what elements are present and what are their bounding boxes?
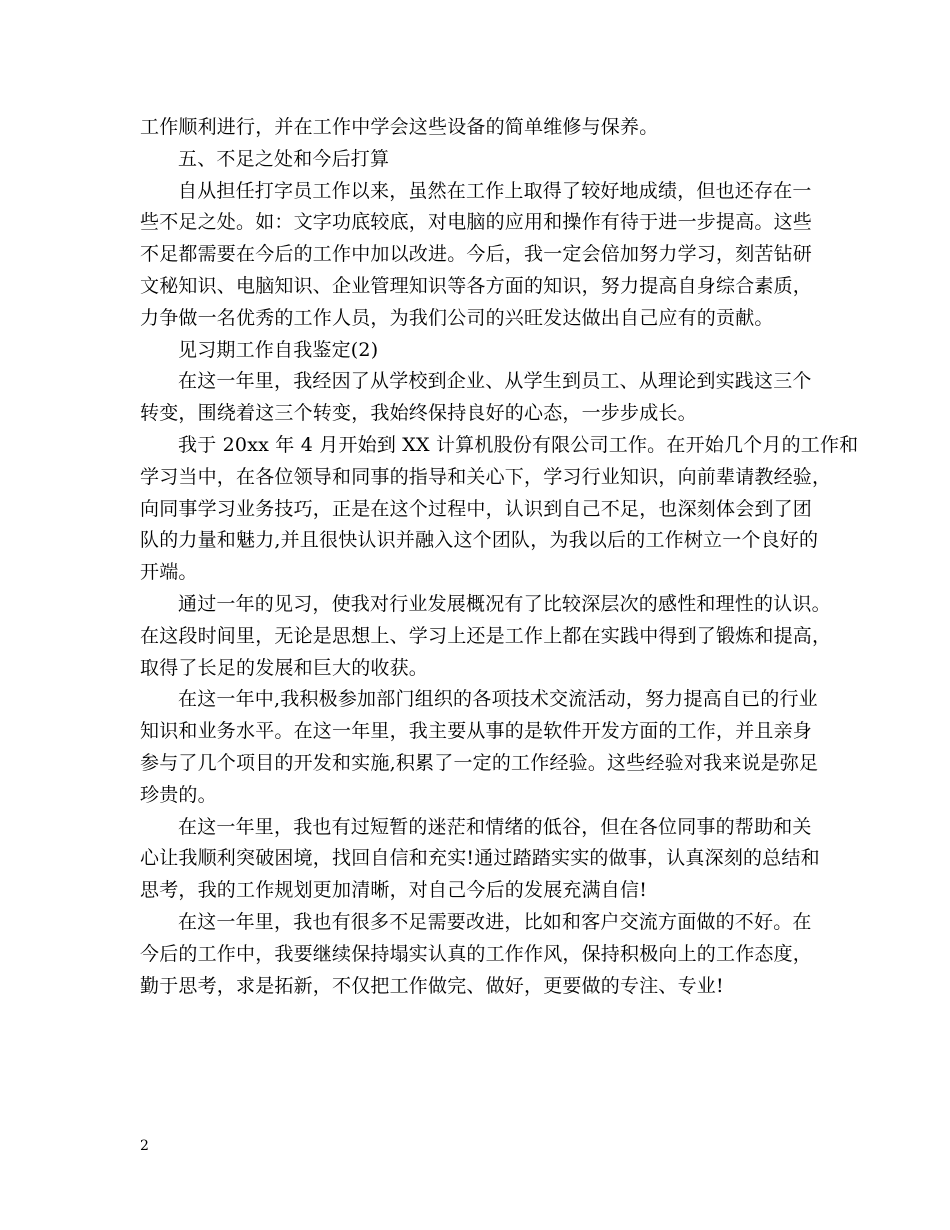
text-line: 我于 20xx 年 4 月开始到 XX 计算机股份有限公司工作。在开始几个月的工作和 <box>178 433 859 456</box>
text-line: 学习当中，在各位领导和同事的指导和关心下，学习行业知识，向前辈请教经验， <box>140 465 832 488</box>
text-line: 力争做一名优秀的工作人员，为我们公司的兴旺发达做出自己应有的贡献。 <box>140 306 774 329</box>
text-line: 开端。 <box>140 561 198 584</box>
text-line: 不足都需要在今后的工作中加以改进。今后，我一定会倍加努力学习，刻苦钻研 <box>140 243 813 266</box>
document-body <box>140 112 859 1002</box>
text-line: 转变，围绕着这三个转变，我始终保持良好的心态，一步步成长。 <box>140 402 697 425</box>
text-line: 心让我顺利突破困境，找回自信和充实!通过踏踏实实的做事，认真深刻的总结和 <box>140 847 820 870</box>
section-heading: 五、不足之处和今后打算 <box>178 147 390 170</box>
text-line: 些不足之处。如：文字功底较底，对电脑的应用和操作有待于进一步提高。这些 <box>140 211 813 234</box>
text-line: 在这一年里，我经因了从学校到企业、从学生到员工、从理论到实践这三个 <box>178 370 812 393</box>
text-line: 勤于思考，求是拓新，不仅把工作做完、做好，更要做的专注、专业! <box>140 974 724 997</box>
text-line: 文秘知识、电脑知识、企业管理知识等各方面的知识，努力提高自身综合素质， <box>140 274 813 297</box>
text-line: 珍贵的。 <box>140 783 217 806</box>
text-line: 在这段时间里，无论是思想上、学习上还是工作上都在实践中得到了锻炼和提高， <box>140 624 832 647</box>
text-line: 工作顺利进行，并在工作中学会这些设备的简单维修与保养。 <box>140 116 659 138</box>
text-line: 思考，我的工作规划更加清晰，对自己今后的发展充满自信! <box>140 879 648 902</box>
text-line: 队的力量和魅力,并且很快认识并融入这个团队，为我以后的工作树立一个良好的 <box>140 529 819 552</box>
text-line: 在这一年里，我也有很多不足需要改进，比如和客户交流方面做的不好。在 <box>178 910 812 933</box>
text-line: 自从担任打字员工作以来，虽然在工作上取得了较好地成绩，但也还存在一 <box>178 179 812 202</box>
text-line: 向同事学习业务技巧，正是在这个过程中，认识到自己不足，也深刻体会到了团 <box>140 497 813 520</box>
text-line: 参与了几个项目的开发和实施,积累了一定的工作经验。这些经验对我来说是弥足 <box>140 751 819 774</box>
text-line: 在这一年里，我也有过短暂的迷茫和情绪的低谷，但在各位同事的帮助和关 <box>178 815 812 838</box>
text-line: 取得了长足的发展和巨大的收获。 <box>140 656 429 679</box>
text-line: 知识和业务水平。在这一年里，我主要从事的是软件开发方面的工作，并且亲身 <box>140 720 813 743</box>
text-line: 今后的工作中，我要继续保持塌实认真的工作作风，保持积极向上的工作态度， <box>140 942 813 965</box>
text-line: 在这一年中,我积极参加部门组织的各项技术交流活动，努力提高自已的行业 <box>178 688 818 711</box>
text-line: 通过一年的见习，使我对行业发展概况有了比较深层次的感性和理性的认识。 <box>178 592 831 615</box>
page-number: 2 <box>140 1138 149 1154</box>
section-heading: 见习期工作自我鉴定(2) <box>178 338 379 361</box>
